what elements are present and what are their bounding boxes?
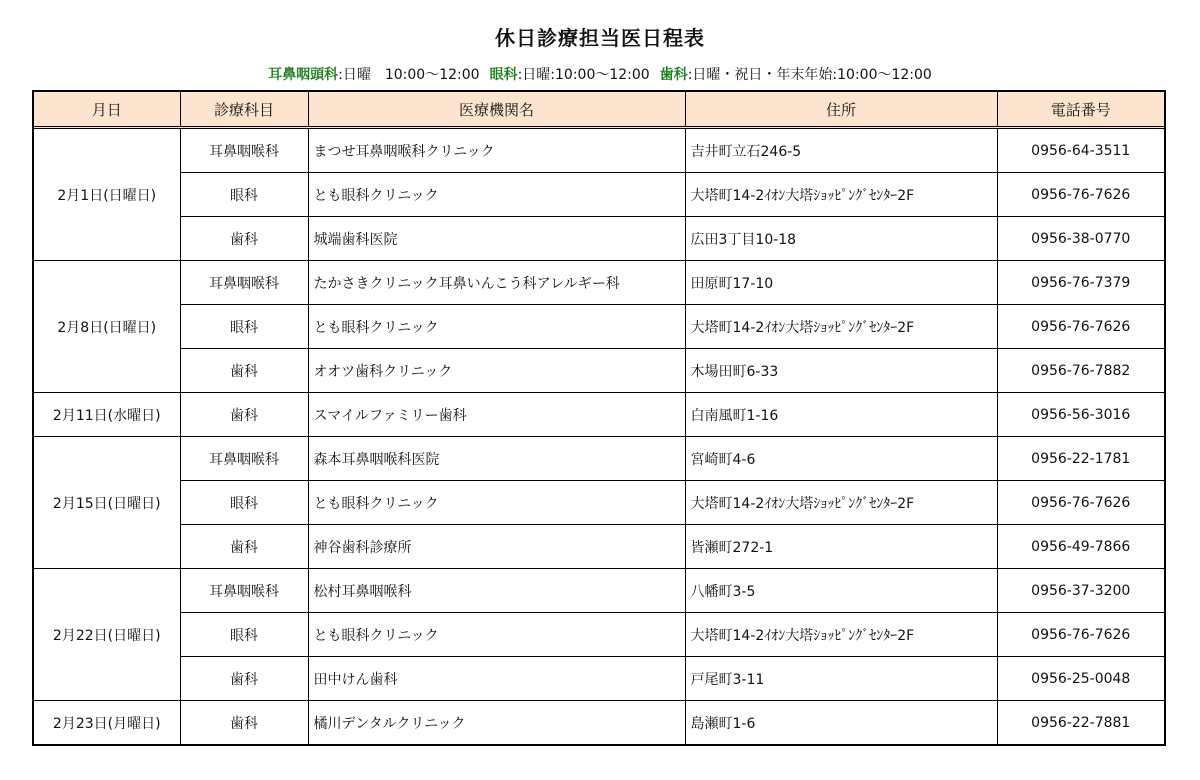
hours-text-eye: :日曜:10:00～12:00 [517,67,650,83]
institution-cell: とも眼科クリニック [308,305,685,349]
schedule-table-frame [32,90,1166,746]
column-header-phone: 電話番号 [997,92,1164,128]
institution-cell: 城端歯科医院 [308,217,685,261]
department-cell: 眼科 [180,305,308,349]
table-row [34,173,1164,217]
institution-cell: 橘川デンタルクリニック [308,701,685,745]
address-cell: 皆瀬町272-1 [685,525,997,569]
department-cell: 眼科 [180,613,308,657]
institution-cell: 神谷歯科診療所 [308,525,685,569]
address-cell: 木場田町6-33 [685,349,997,393]
department-cell: 歯科 [180,393,308,437]
table-row [34,349,1164,393]
date-cell: 2月22日(日曜日) [34,569,180,701]
phone-cell: 0956-76-7882 [997,349,1164,393]
phone-cell: 0956-76-7626 [997,613,1164,657]
institution-cell: とも眼科クリニック [308,481,685,525]
table-row [34,437,1164,481]
address-cell: 八幡町3-5 [685,569,997,613]
institution-cell: とも眼科クリニック [308,173,685,217]
table-row [34,613,1164,657]
hours-line [0,64,1200,84]
table-row [34,657,1164,701]
column-header-address: 住所 [685,92,997,128]
date-cell: 2月15日(日曜日) [34,437,180,569]
department-cell: 耳鼻咽喉科 [180,128,308,173]
address-cell: 田原町17-10 [685,261,997,305]
table-row [34,569,1164,613]
phone-cell: 0956-37-3200 [997,569,1164,613]
table-row [34,305,1164,349]
schedule-table [34,92,1164,744]
address-cell: 島瀬町1-6 [685,701,997,745]
phone-cell: 0956-22-7881 [997,701,1164,745]
column-header-department: 診療科目 [180,92,308,128]
institution-cell: 松村耳鼻咽喉科 [308,569,685,613]
table-row [34,701,1164,745]
phone-cell: 0956-76-7626 [997,173,1164,217]
page-title: 休日診療担当医日程表 [495,26,705,50]
phone-cell: 0956-56-3016 [997,393,1164,437]
institution-cell: スマイルファミリー歯科 [308,393,685,437]
department-cell: 歯科 [180,525,308,569]
address-cell: 吉井町立石246-5 [685,128,997,173]
phone-cell: 0956-22-1781 [997,437,1164,481]
institution-cell: 森本耳鼻咽喉科医院 [308,437,685,481]
department-cell: 歯科 [180,217,308,261]
header-row [34,92,1164,128]
department-cell: 眼科 [180,481,308,525]
address-cell: 大塔町14-2ｲｵﾝ大塔ｼｮｯﾋﾟﾝｸﾞｾﾝﾀｰ2F [685,613,997,657]
table-row [34,525,1164,569]
column-header-date: 月日 [34,92,180,128]
date-cell: 2月1日(日曜日) [34,128,180,261]
date-cell: 2月8日(日曜日) [34,261,180,393]
department-cell: 耳鼻咽喉科 [180,437,308,481]
table-row [34,261,1164,305]
institution-cell: 田中けん歯科 [308,657,685,701]
address-cell: 戸尾町3-11 [685,657,997,701]
department-cell: 歯科 [180,657,308,701]
address-cell: 白南風町1-16 [685,393,997,437]
phone-cell: 0956-76-7626 [997,305,1164,349]
phone-cell: 0956-64-3511 [997,128,1164,173]
table-row [34,217,1164,261]
institution-cell: たかさきクリニック耳鼻いんこう科アレルギー科 [308,261,685,305]
hours-dept-ent: 耳鼻咽頭科 [268,67,339,83]
department-cell: 歯科 [180,701,308,745]
department-cell: 歯科 [180,349,308,393]
department-cell: 耳鼻咽喉科 [180,261,308,305]
address-cell: 大塔町14-2ｲｵﾝ大塔ｼｮｯﾋﾟﾝｸﾞｾﾝﾀｰ2F [685,173,997,217]
phone-cell: 0956-76-7379 [997,261,1164,305]
address-cell: 広田3丁目10-18 [685,217,997,261]
phone-cell: 0956-38-0770 [997,217,1164,261]
institution-cell: オオツ歯科クリニック [308,349,685,393]
hours-text-dental: :日曜・祝日・年末年始:10:00～12:00 [687,67,932,83]
table-row [34,481,1164,525]
column-header-institution: 医療機関名 [308,92,685,128]
department-cell: 耳鼻咽喉科 [180,569,308,613]
address-cell: 大塔町14-2ｲｵﾝ大塔ｼｮｯﾋﾟﾝｸﾞｾﾝﾀｰ2F [685,481,997,525]
hours-text-ent: :日曜 10:00～12:00 [338,67,480,83]
phone-cell: 0956-49-7866 [997,525,1164,569]
phone-cell: 0956-76-7626 [997,481,1164,525]
date-cell: 2月11日(水曜日) [34,393,180,437]
department-cell: 眼科 [180,173,308,217]
institution-cell: まつせ耳鼻咽喉科クリニック [308,128,685,173]
address-cell: 大塔町14-2ｲｵﾝ大塔ｼｮｯﾋﾟﾝｸﾞｾﾝﾀｰ2F [685,305,997,349]
hours-dept-eye: 眼科 [489,67,518,83]
phone-cell: 0956-25-0048 [997,657,1164,701]
hours-dept-dental: 歯科 [659,67,688,83]
date-cell: 2月23日(月曜日) [34,701,180,745]
table-row [34,393,1164,437]
address-cell: 宮崎町4-6 [685,437,997,481]
institution-cell: とも眼科クリニック [308,613,685,657]
table-row [34,128,1164,173]
